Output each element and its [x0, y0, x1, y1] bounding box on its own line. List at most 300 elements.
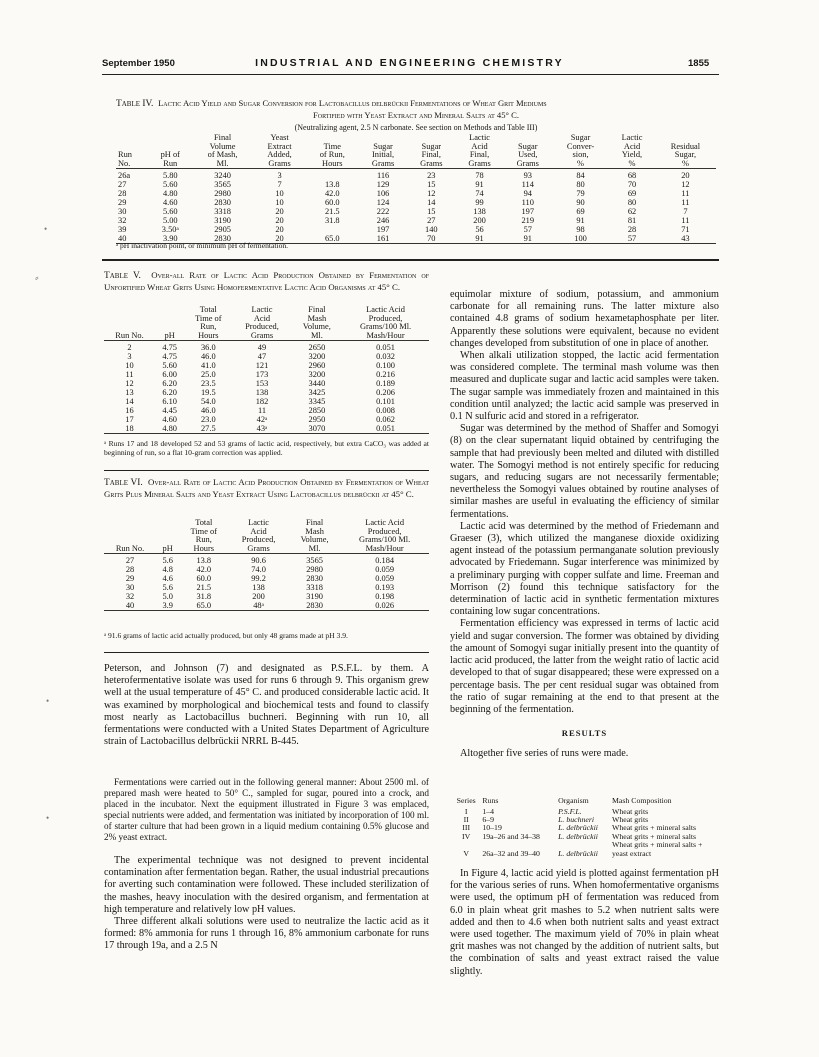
table4-note: (Neutralizing agent, 2.5 N carbonate. See section on Methods and Table III): [294, 123, 538, 132]
table4-label: Table IV.: [116, 99, 154, 109]
table5-cell: 54.0: [200, 397, 216, 407]
table5-cell: 17: [125, 415, 134, 425]
table5-row: [104, 424, 429, 434]
series-cell: P.S.F.L.: [558, 806, 582, 816]
table4-cell: 15: [427, 180, 436, 190]
table4-cell: 197: [376, 225, 390, 235]
table4-cell: 39: [118, 225, 127, 235]
table5-cell: 4.60: [162, 415, 177, 425]
table4-row: [116, 198, 716, 207]
table4-cell: 197: [521, 207, 535, 217]
table6-cell: 2830: [289, 601, 340, 611]
table4-cell: 2830: [214, 198, 231, 208]
table5-cell: 6.00: [162, 370, 177, 380]
series-cell: I: [464, 806, 468, 816]
table5-cell: 14: [125, 397, 134, 407]
table4-cell: 13.8: [324, 180, 340, 190]
results-heading: RESULTS: [561, 728, 608, 739]
table5-cell: 4.45: [162, 406, 177, 416]
table5-caption: [104, 270, 429, 294]
table5-cell: 138: [255, 388, 269, 398]
table5-cell: 173: [255, 370, 269, 380]
table5-cell: 6.10: [162, 397, 177, 407]
table4-cell: 100: [552, 234, 609, 244]
table5-header-row: [104, 306, 429, 341]
series-cell: 10–19: [482, 823, 502, 833]
table4-cell: 222: [376, 207, 390, 217]
table4-cell: 91: [475, 180, 484, 190]
table4-header-row: [116, 134, 716, 169]
table5-header-cell: Total Time of Run, Hours: [184, 306, 232, 341]
table5-label: Table V.: [104, 271, 141, 281]
table4-cell: 32: [118, 216, 127, 226]
table4-cell: 91: [455, 234, 503, 244]
table4-cell: 5.00: [162, 216, 178, 226]
table6-cell: 138: [252, 583, 265, 593]
table4-row: [116, 169, 716, 181]
table4-cell: 57: [609, 234, 655, 244]
table4-grid: [116, 134, 716, 244]
series-cell: 1–4: [482, 806, 495, 816]
table4-cell: 43: [655, 234, 716, 244]
table5-cell: 41.0: [200, 361, 216, 371]
table5-cell: 3070: [292, 424, 342, 434]
table4-cell: 219: [521, 216, 535, 226]
table4-title-line1: Lactic Acid Yield and Sugar Conversion for Lactobacillus delbrückii Fermentations of Wheat Grit Mediums: [158, 98, 547, 108]
left-column-small: [104, 777, 429, 843]
table4-cell: 21.5: [324, 207, 340, 217]
table4-cell: 5.60: [162, 180, 178, 190]
table4-cell: 62: [627, 207, 637, 217]
table5-cell: 6.20: [162, 388, 177, 398]
series-cell: II: [463, 815, 469, 824]
table5: [104, 306, 429, 434]
table6-cell: 74.0: [251, 565, 266, 575]
table4-cell: 90: [576, 198, 585, 208]
table6: [104, 519, 429, 611]
table5-cell: 0.100: [376, 361, 395, 371]
left-para-3: The experimental technique was not designed to prevent incidental contamination after fermentation began. Rather, the usual industrial precautions for averting such contamination were followed. These included sterilization of the mashes, heavy inoculation with the desired organism, and fermentation at high temperature and relatively low pH values.: [104, 855, 429, 915]
margin-dot-mark: •: [44, 224, 48, 234]
table4-title-line2: Fortified with Yeast Extract and Mineral Salts at 45° C.: [313, 110, 519, 120]
table4-header-cell: pH of Run: [149, 134, 192, 169]
table5-cell: 3345: [308, 397, 326, 407]
table5-cell: 2950: [308, 415, 326, 425]
table6-cell: 99.2: [251, 574, 266, 584]
table6-cell: 42.0: [196, 565, 212, 575]
table4-cell: 27: [118, 180, 127, 190]
table5-cell: 2: [127, 343, 132, 353]
table4-cell: 2830: [192, 234, 254, 244]
table4-cell: 81: [627, 216, 637, 226]
table4-cell: 70: [407, 234, 455, 244]
table6-cell: 21.5: [196, 583, 212, 593]
table4-cell: 3.50ᵃ: [161, 225, 179, 235]
table4-cell: 3318: [214, 207, 231, 217]
table5-cell: 23.5: [200, 379, 216, 389]
table5-header-cell: pH: [155, 306, 184, 341]
table4-cell: 200: [473, 216, 486, 226]
table4-cell: 20: [275, 207, 284, 217]
table5-cell: 2650: [308, 343, 326, 353]
table5-cell: 0.101: [376, 397, 395, 407]
table6-header-cell: Lactic Acid Produced, Grams/100 Ml. Mash/Hour: [340, 519, 429, 554]
table6-header-cell: pH: [156, 519, 179, 554]
table4-cell: 28: [118, 189, 127, 199]
table6-cell: 90.6: [251, 556, 266, 566]
series-cell: Wheat grits + mineral salts + yeast extract: [612, 840, 703, 858]
table5-cell: 42ᵃ: [256, 415, 268, 425]
table6-cell: 3565: [306, 556, 323, 566]
table6-cell: 65.0: [179, 601, 228, 611]
table4-cell: [306, 169, 359, 181]
series-cell: III: [462, 823, 471, 833]
right-para-6: Altogether five series of runs were made.: [460, 748, 629, 760]
table4-cell: 106: [376, 189, 390, 199]
table5-cell: 47: [257, 352, 267, 362]
series-cell: L. delbrückii: [558, 831, 598, 841]
right-para-2: When alkali utilization stopped, the lactic acid fermentation was considered complete. The terminal mash volume was then measured and duplicate sugar and lactic acid samples were taken. The sugar sample was immediately frozen and maintained in this condition until analyzed; the lactic acid sample was preserved in 0.1 N sulfuric acid and stored in a refrigerator.: [450, 350, 719, 423]
table6-cell: 5.6: [162, 583, 173, 593]
table4-cell: 246: [376, 216, 390, 226]
table4-cell: 78: [475, 171, 484, 181]
table5-cell: 19.5: [200, 388, 216, 398]
table4-cell: 3: [277, 171, 282, 181]
left-column: [104, 663, 429, 748]
table6-cell: 5.6: [162, 556, 173, 566]
table4-cell: 110: [521, 198, 534, 208]
table4-header-cell: Lactic Acid Yield, %: [609, 134, 655, 169]
series-cell: IV: [462, 831, 471, 841]
table5-title: Over-all Rate of Lactic Acid Production Obtained by Fermentation of Unfortified Wheat Grits Using Homofermentative Lactic Acid Organisms at 45° C.: [104, 270, 429, 292]
table4-cell: 10: [275, 189, 284, 199]
table6-cell: 31.8: [196, 592, 212, 602]
table4-cell: 15: [427, 207, 436, 217]
table4-header-cell: Sugar Final, Grams: [407, 134, 455, 169]
table6-cell: 40: [104, 601, 156, 611]
table5-cell: 3200: [308, 352, 326, 362]
table4-cell: 116: [376, 171, 390, 181]
table6-header-cell: Lactic Acid Produced, Grams: [228, 519, 289, 554]
table4-cell: 74: [475, 189, 484, 199]
right-para-7: In Figure 4, lactic acid yield is plotted against fermentation pH for the various series of runs. When homofermentative organisms were used, the optimum pH of fermentation was reduced from 6.0 in plain wheat grit mashes to 5.2 when nutrient salts were added and then to 4.6 when both nutrient salts and yeast extract were used together. The maximum yield of 70% in plain wheat grit mashes was not changed by the addition of nutrient salts, but the combination of salts and yeast extract raised the value slightly.: [450, 868, 719, 977]
table4-cell: 26a: [118, 171, 131, 181]
table5-cell: 11: [257, 406, 267, 416]
table4-cell: 80: [627, 198, 637, 208]
table4-cell: 31.8: [324, 216, 340, 226]
table5-cell: 6.20: [162, 379, 177, 389]
table6-cell: 28: [125, 565, 135, 575]
table4-row: [116, 180, 716, 189]
series-cell: 6–9: [482, 815, 495, 824]
table4-cell: 14: [427, 198, 436, 208]
table5-cell: 4.75: [162, 352, 177, 362]
table5-cell: 0.206: [376, 388, 395, 398]
table4-cell: 42.0: [324, 189, 340, 199]
table6-footnote: ᵃ 91.6 grams of lactic acid actually produced, but only 48 grams made at pH 3.9.: [104, 631, 348, 640]
table5-cell: 0.008: [376, 406, 395, 416]
table6-cell: 48ᵃ: [228, 601, 289, 611]
table5-header-cell: Final Mash Volume, Ml.: [292, 306, 342, 341]
table5-row: [104, 352, 429, 361]
table4-cell: 11: [681, 216, 690, 226]
table5-rule: [104, 470, 429, 471]
table4-cell: 3240: [214, 171, 231, 181]
table5-cell: 23.0: [200, 415, 216, 425]
table4-cell: 20: [254, 234, 306, 244]
series-header-cell: Runs: [482, 796, 499, 805]
table4-cell: 29: [118, 198, 127, 208]
table4-cell: 11: [681, 189, 690, 199]
margin-tick-mark: ⸗: [35, 272, 39, 284]
table4-cell: 140: [425, 225, 438, 235]
table6-label: Table VI.: [104, 478, 143, 488]
table4-header-cell: Lactic Acid Final, Grams: [455, 134, 503, 169]
table5-row: [104, 370, 429, 379]
series-cell: 26a–32 and 39–40: [482, 848, 540, 858]
series-cell: V: [463, 848, 469, 858]
right-column-2: [450, 868, 719, 978]
table4-cell: 7: [683, 207, 688, 217]
table4-cell: 5.60: [162, 207, 178, 217]
table4-cell: 69: [576, 207, 585, 217]
table5-header-cell: Run No.: [104, 306, 155, 341]
section-rule: [102, 259, 719, 261]
left-para-2: Fermentations were carried out in the following general manner: About 2500 ml. of prepared mash were heated to 50° C., sampled for sugar, poured into a crock, and placed in the incubator. Next the equipment illustrated in Figure 3 was emplaced, special nutrients were added, and fermentation was initiated by incorporation of 100 ml. of starter culture that had been grown in a liquid medium containing 0.5% glucose and 2% yeast extract.: [104, 777, 429, 842]
table4-header-cell: Final Volume of Mash, Ml.: [192, 134, 254, 169]
series-cell: Wheat grits + mineral salts: [612, 831, 697, 841]
table4-cell: 23: [427, 171, 436, 181]
table4-cell: 3.90: [149, 234, 192, 244]
table4-cell: 20: [681, 171, 690, 181]
table4-cell: 56: [475, 225, 484, 235]
table6-row: [104, 583, 429, 592]
table4-cell: 30: [118, 207, 127, 217]
table5-cell: 46.0: [200, 352, 216, 362]
table5-cell: 3425: [308, 388, 326, 398]
table4-cell: 27: [427, 216, 436, 226]
table6-header-cell: Total Time of Run, Hours: [179, 519, 228, 554]
table5-cell: 3440: [308, 379, 326, 389]
table5-cell: 182: [255, 397, 269, 407]
table6-cell: 0.193: [375, 583, 395, 593]
table4-cell: 20: [275, 225, 284, 235]
table4-row: [116, 189, 716, 198]
table4-cell: 57: [523, 225, 532, 235]
table6-header-cell: Final Mash Volume, Ml.: [289, 519, 340, 554]
series-cell: L. delbrückii: [558, 848, 598, 858]
table6-caption: [104, 477, 429, 501]
table5-row: [104, 341, 429, 353]
table6-cell: 3.9: [156, 601, 179, 611]
table4-cell: 129: [376, 180, 390, 190]
table4-cell: 93: [523, 171, 532, 181]
series-grid: [452, 797, 719, 858]
table6-header-row: [104, 519, 429, 554]
table4-cell: 65.0: [306, 234, 359, 244]
series-table: [452, 797, 719, 858]
table5-cell: 49: [257, 343, 267, 353]
table5-row: [104, 415, 429, 424]
journal-title: INDUSTRIAL AND ENGINEERING CHEMISTRY: [255, 57, 564, 69]
series-header-cell: Mash Composition: [612, 796, 672, 805]
table4-header-cell: Sugar Conver- sion, %: [552, 134, 609, 169]
table6-cell: 3190: [306, 592, 323, 602]
table6-row: [104, 574, 429, 583]
table4-cell: 4.60: [162, 198, 178, 208]
table5-row: [104, 361, 429, 370]
table6-row: [104, 601, 429, 611]
table5-cell: 0.189: [376, 379, 395, 389]
series-cell: L. delbrückii: [558, 823, 598, 833]
table4-cell: 70: [627, 180, 637, 190]
table5-row: [104, 406, 429, 415]
table5-cell: 2850: [308, 406, 326, 416]
series-cell: Wheat grits: [612, 806, 649, 816]
table6-cell: 32: [125, 592, 135, 602]
table5-cell: 43ᵃ: [232, 424, 291, 434]
table6-cell: 13.8: [196, 556, 212, 566]
left-para-1: Peterson, and Johnson (7) and designated as P.S.F.L. by them. A heterofermentative isolate was used for runs 6 through 9. This organism grew well at the usual temperature of 45° C. and produced considerable lactic acid. It was examined by morphological and biochemical tests and found to classify most nearly as Lactobacillus buchneri. Beginning with run 10, all fermentations were conducted with a United States Department of Agriculture strain of Lactobacillus delbrückii NRRL B-445.: [104, 663, 429, 748]
table4-cell: 2905: [214, 225, 231, 235]
header-date: September 1950: [102, 58, 175, 69]
table4-cell: 12: [427, 189, 436, 199]
right-column: [450, 289, 719, 761]
table5-cell: 12: [125, 379, 134, 389]
table4-cell: 79: [576, 189, 585, 199]
series-cell: L. buchneri: [558, 815, 595, 824]
table6-cell: 0.198: [375, 592, 395, 602]
margin-dot-mark: •: [46, 696, 50, 706]
left-column-2: [104, 855, 429, 953]
table4-row: [116, 216, 716, 225]
table5-row: [104, 397, 429, 406]
table5-cell: 11: [125, 370, 134, 380]
table4-cell: 71: [681, 225, 690, 235]
table4-cell: 3565: [214, 180, 231, 190]
table4-row: [116, 207, 716, 216]
table4-cell: 4.80: [162, 189, 178, 199]
table4-header-cell: Run No.: [116, 134, 149, 169]
table4-header-cell: Yeast Extract Added, Grams: [254, 134, 306, 169]
table5-cell: 13: [125, 388, 134, 398]
table5-cell: 25.0: [200, 370, 216, 380]
table6-cell: 4.6: [162, 574, 173, 584]
table4-cell: 40: [116, 234, 149, 244]
table5-cell: 18: [104, 424, 155, 434]
table4-header-cell: Sugar Initial, Grams: [359, 134, 407, 169]
header-rule: [102, 74, 719, 75]
table4-header-cell: Time of Run, Hours: [306, 134, 359, 169]
table4-cell: 3190: [214, 216, 231, 226]
table4-cell: 161: [359, 234, 407, 244]
margin-dot-mark: •: [46, 813, 50, 823]
table4-cell: 98: [576, 225, 585, 235]
table6-grid: [104, 519, 429, 611]
table4-cell: 138: [473, 207, 486, 217]
table4-caption: [116, 98, 716, 133]
table5-footnote: ᵃ Runs 17 and 18 developed 52 and 53 grams of lactic acid, respectively, but extra CaCO₃ was added at beginning of run, so a flat 10-gram correction was applied.: [104, 439, 429, 457]
table5-cell: 0.051: [376, 343, 395, 353]
table5-cell: 4.80: [155, 424, 184, 434]
right-para-4: Lactic acid was determined by the method of Friedemann and Graeser (3), which utilized the manganese dioxide oxidizing agent instead of the potassium permanganate solution previously advocated by Friedemann. Sugar interference was minimized by a preliminary purging with copper sulfate and lime. Freeman and Morrison (2) found this technique satisfactory for the determination of lactic acid in synthetic fermentation mixtures containing low sugar concentrations.: [450, 520, 719, 618]
table5-cell: 0.216: [376, 370, 395, 380]
table6-cell: 3318: [306, 583, 323, 593]
table5-header-cell: Lactic Acid Produced, Grams: [232, 306, 291, 341]
table5-cell: 0.032: [376, 352, 395, 362]
table4-cell: 11: [681, 198, 690, 208]
table4-cell: 84: [576, 171, 585, 181]
table5-cell: 10: [125, 361, 134, 371]
table5-cell: 3200: [308, 370, 326, 380]
table4-cell: 80: [576, 180, 585, 190]
series-header-cell: Organism: [558, 796, 589, 805]
table4-header-cell: Residual Sugar, %: [655, 134, 716, 169]
table4-cell: 91: [504, 234, 552, 244]
table5-cell: 153: [255, 379, 269, 389]
series-header-cell: Series: [456, 796, 476, 805]
table6-cell: 5.0: [162, 592, 173, 602]
series-cell: Wheat grits: [612, 815, 649, 824]
table5-cell: 46.0: [200, 406, 216, 416]
table4-cell: 7: [277, 180, 282, 190]
table6-cell: 0.184: [375, 556, 395, 566]
right-para-3: Sugar was determined by the method of Shaffer and Somogyi (8) on the clear supernatant liquid obtained by centrifuging the sample that had previously been melted and diluted with distilled water. The Somogyi method is not entirely specific for reducing sugars, and reducing sugars are not necessarily fermentable; nevertheless the Somogyi values obtained by routine analyses of similar mashes are useful in evaluating the efficiency of similar fermentations.: [450, 423, 719, 520]
page-number: 1855: [688, 58, 710, 69]
series-row: [452, 841, 719, 858]
series-cell: 19a–26 and 34–38: [482, 831, 540, 841]
table4-footnote: ᵃ pH inactivation point, or minimum pH of fermentation.: [116, 241, 289, 250]
table6-cell: 30: [125, 583, 135, 593]
right-para-1: equimolar mixture of sodium, potassium, and ammonium carbonate for all remaining runs. The latter mixture also contained 4.8 grams of sodium hexametaphosphate per liter. Apparently these solutions were equivalent, because no evident changes developed from substitution of one in place of another.: [450, 289, 719, 349]
table5-header-cell: Lactic Acid Produced, Grams/100 Ml. Mash/Hour: [342, 306, 429, 341]
right-para-5: Fermentation efficiency was expressed in terms of lactic acid yield and sugar conversion. The former was obtained by dividing the amount of Somogyi sugar initially present into the quantity of lactic acid produced, the latter from the weight ratio of lactic acid developed to that of sugar disappeared; these were expressed on a percentage basis. The per cent residual sugar was obtained from the ratio of sugar remaining at the end to that present at the beginning of the fermentation.: [450, 618, 719, 715]
table4-cell: 94: [523, 189, 532, 199]
table6-title: Over-all Rate of Lactic Acid Production Obtained by Fermentation of Wheat Grits Plus Mineral Salts and Yeast Extract Using Lactobacillus delbrückii at 45° C.: [104, 477, 429, 499]
table5-cell: 3: [127, 352, 132, 362]
table4-cell: 28: [627, 225, 637, 235]
table6-cell: 200: [252, 592, 265, 602]
table6-cell: 29: [125, 574, 135, 584]
table6-cell: 2980: [306, 565, 323, 575]
table4-cell: 2980: [214, 189, 231, 199]
table4-cell: [306, 225, 359, 234]
table4-cell: 69: [627, 189, 637, 199]
table5-cell: 0.051: [342, 424, 429, 434]
table4-cell: 20: [275, 216, 284, 226]
table6-row: [104, 565, 429, 574]
table4: [116, 134, 716, 244]
table4-row: [116, 225, 716, 234]
table4-cell: 60.0: [324, 198, 340, 208]
table5-row: [104, 379, 429, 388]
table4-cell: 5.80: [162, 171, 178, 181]
table5-row: [104, 388, 429, 397]
left-para-4: Three different alkali solutions were used to neutralize the lactic acid as it formed: 8% ammonia for runs 1 through 16, 8% ammonium carbonate for runs 17 through 19a, and a 2.5 N: [104, 916, 429, 952]
table6-cell: 27: [125, 556, 135, 566]
table6-header-cell: Run No.: [104, 519, 156, 554]
table4-cell: 12: [681, 180, 690, 190]
table4-cell: 91: [576, 216, 585, 226]
table5-cell: 5.60: [162, 361, 177, 371]
table5-cell: 4.75: [162, 343, 177, 353]
table6-cell: 0.059: [375, 565, 395, 575]
table5-grid: [104, 306, 429, 434]
table4-header-cell: Sugar Used, Grams: [504, 134, 552, 169]
table6-cell: 4.8: [162, 565, 173, 575]
series-cell: Wheat grits + mineral salts: [612, 823, 697, 833]
table5-cell: 27.5: [184, 424, 232, 434]
